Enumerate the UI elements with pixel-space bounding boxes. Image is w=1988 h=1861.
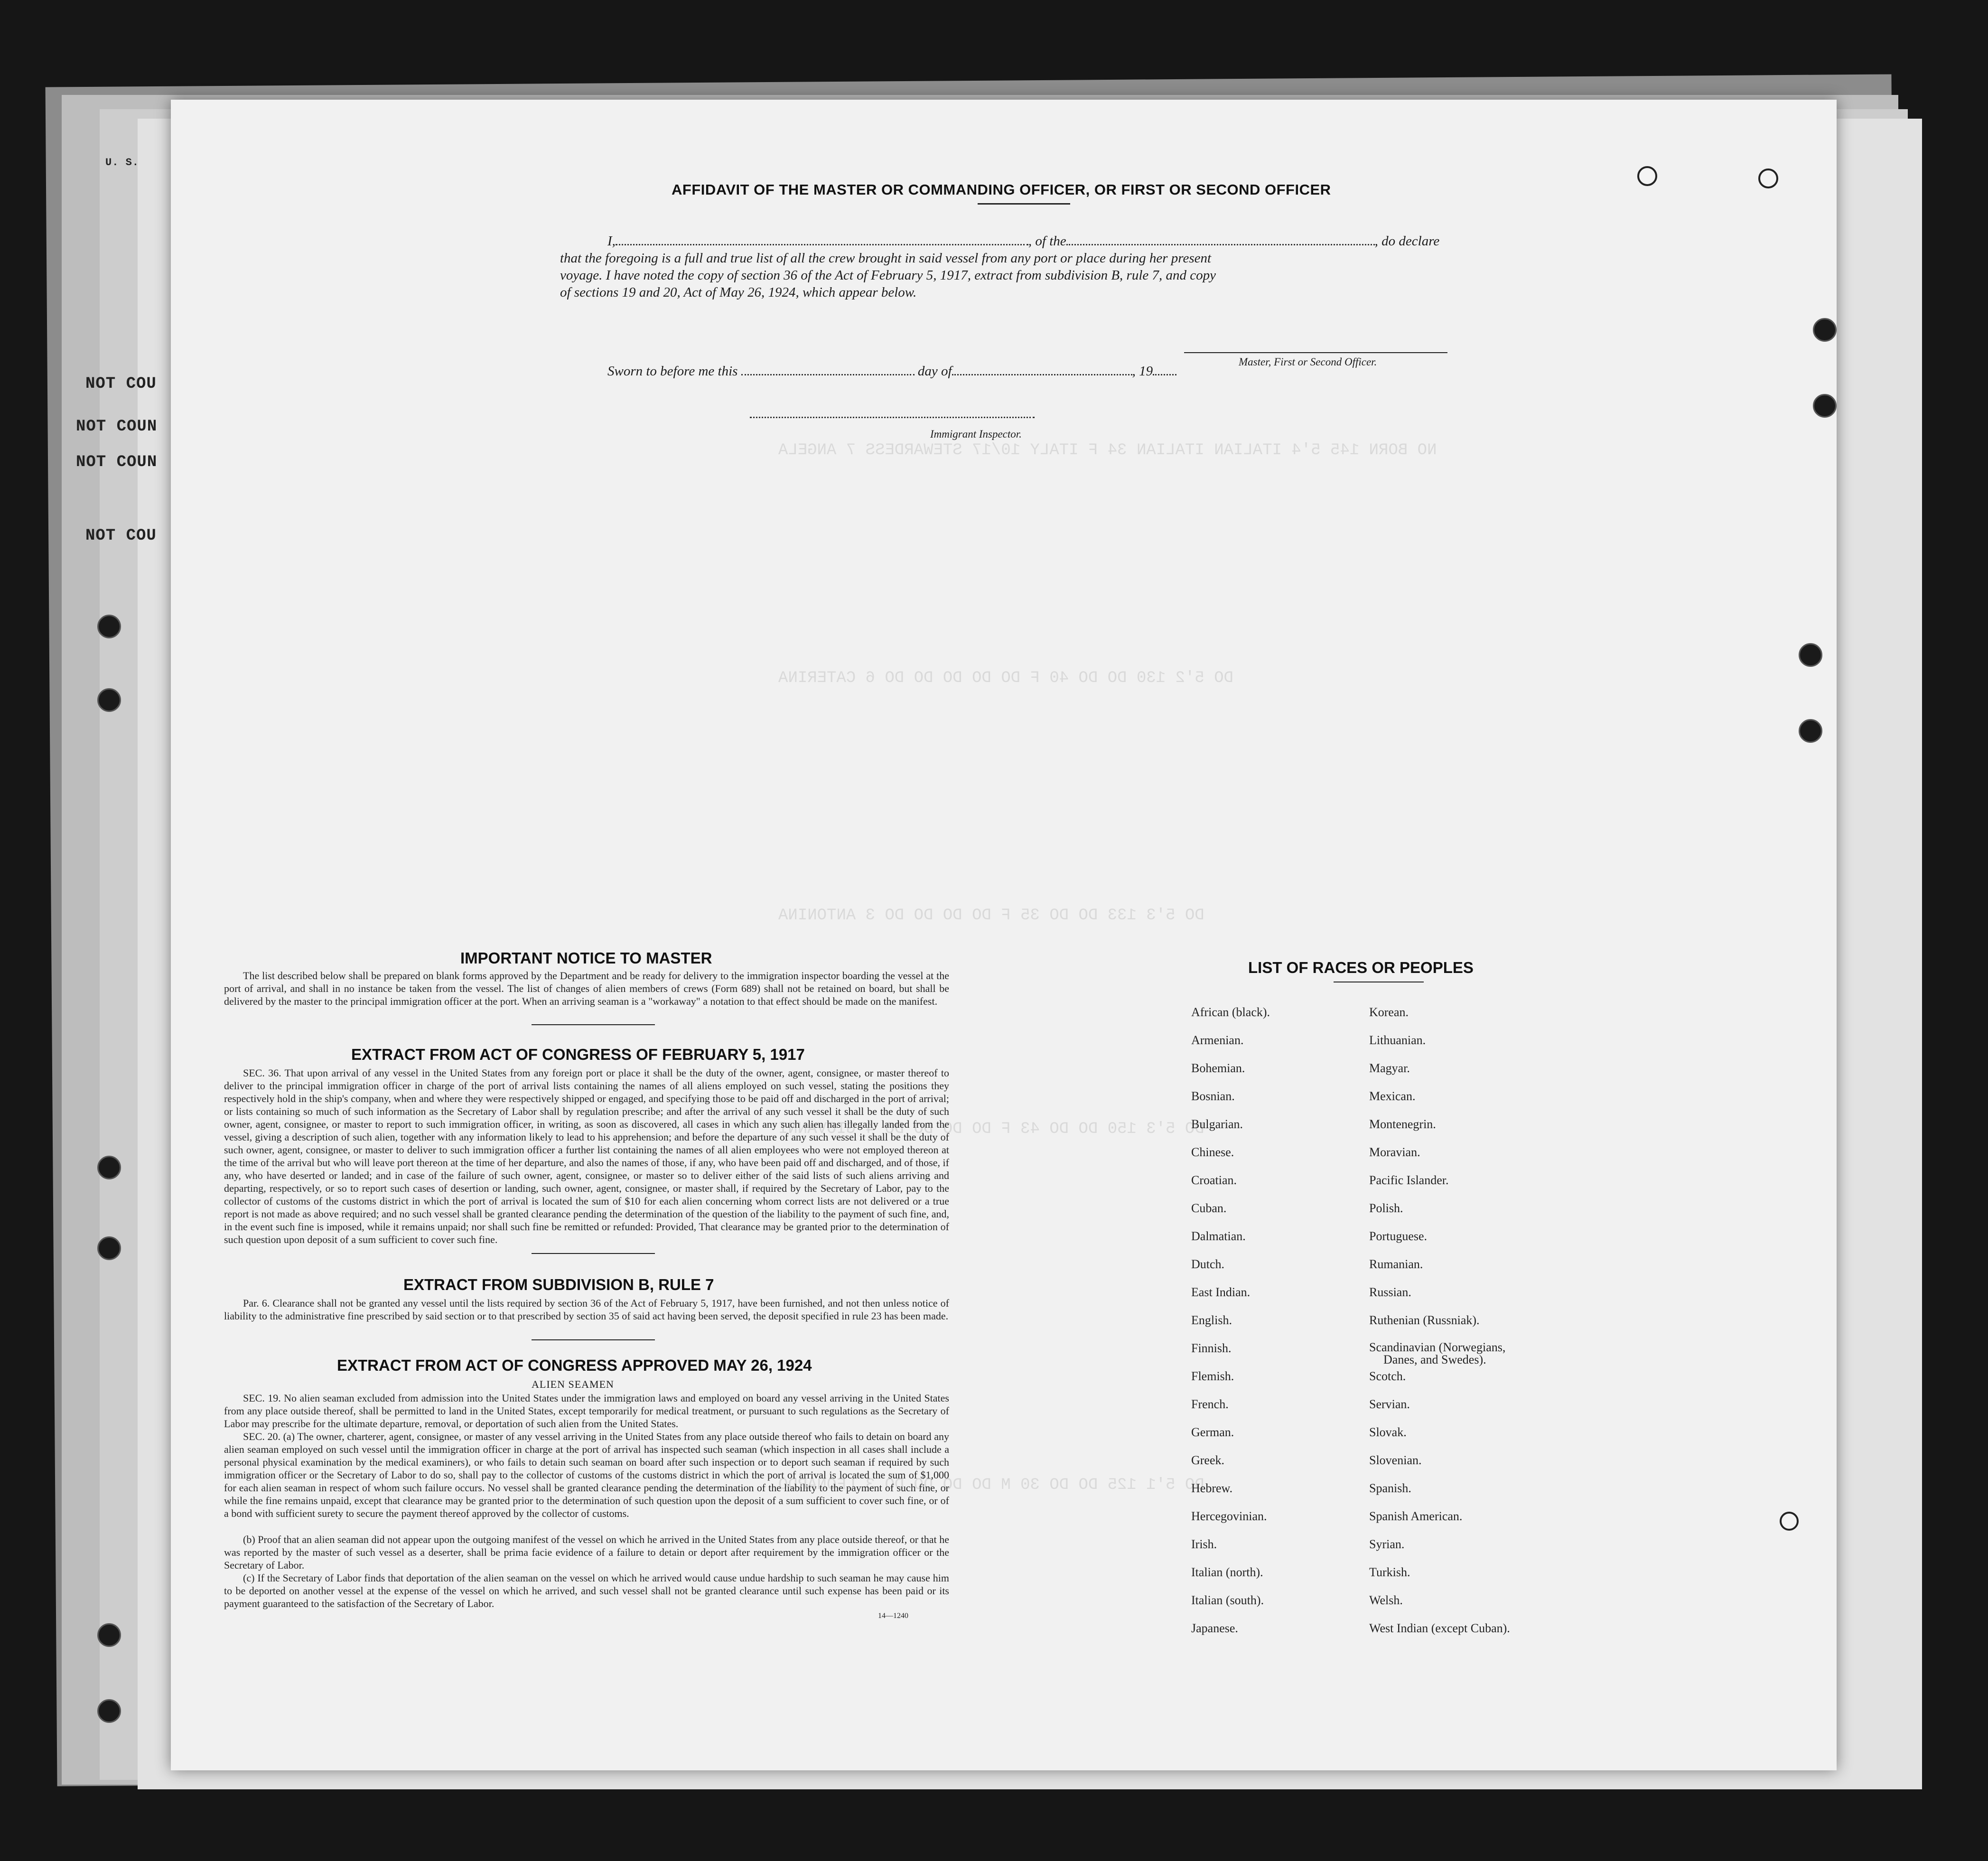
race-item: English. xyxy=(1191,1313,1232,1327)
section-rule xyxy=(532,1339,655,1340)
extract-1917-text: SEC. 36. That upon arrival of any vessel in the United States from any foreign port or place it shall be the duty of the owner, agent, consignee, or master thereof to deliver to the principal immigration officer in charge of the port of arrival lists containing the names of all aliens employed on such vessel, stating the positions they respectively hold in the ship's company, when and where they were respectively shipped or engaged, and specifying those to be paid off and discharged in the port of arrival; or lists containing so much of such information as the Secretary of Labor shall by regulation prescribe; and after the arrival of any such vessel it shall be the duty of such owner, agent, consignee, or master to report to such immigration officer, in writing, as soon as discovered, all cases in which any such alien has illegally landed from the vessel, giving a description of such alien, together with any information likely to lead to his apprehension; and before the departure of any such vessel it shall be the duty of such owner, agent, consignee, or master to deliver to such immigration officer a further list containing the names of all alien employees who were not employed thereon at the time of the arrival but who will leave port thereon at the time of her departure, and also the names of those, if any, who have been paid off and discharged, and of those, if any, who have deserted or landed; and in case of the failure of such owner, agent, consignee, or master so to deliver either of the said lists of such aliens arriving and departing, respectively, or so to report such cases of desertion or landing, such owner, agent, consignee, or master shall, if required by the Secretary of Labor, pay to the collector of customs of the customs district in which the port of arrival is located the sum of $10 for each alien concerning whom correct lists are not delivered or a true report is not made as above required; and no such vessel shall be granted clearance pending the determination of the question of the liability to the payment of such fine, and, in the event such fine is imposed, while it remains unpaid; nor shall such fine be remitted or refunded: Provided, That clearance may be granted prior to the determination of such question upon deposit of a sum sufficient to cover such fine. xyxy=(224,1067,949,1245)
affidavit-pronoun: I, xyxy=(607,234,616,249)
race-item: Spanish American. xyxy=(1369,1509,1463,1523)
race-item: Polish. xyxy=(1369,1201,1403,1215)
race-item: Korean. xyxy=(1369,1005,1409,1019)
not-counted-stamp: NOT COU xyxy=(85,375,157,393)
race-item: Portuguese. xyxy=(1369,1229,1428,1243)
section-rule xyxy=(532,1253,655,1254)
affidavit-line-4: of sections 19 and 20, Act of May 26, 1924, which appear below. xyxy=(560,285,917,300)
affidavit-line-3: voyage. I have noted the copy of section 36 of the Act of February 5, 1917, extract from subdivision B, rule 7, and copy xyxy=(560,268,1216,283)
race-item: Hercegovinian. xyxy=(1191,1509,1267,1523)
race-item: German. xyxy=(1191,1425,1234,1439)
race-item: Armenian. xyxy=(1191,1033,1244,1047)
of-the-label: , of the xyxy=(1028,234,1066,249)
section-20b-text: (b) Proof that an alien seaman did not appear upon the outgoing manifest of the vessel on which he arrived in the United States from any place outside thereof, or that he was reported by the master of such vessel as a deserter, shall be prima facie evidence of a failure to detain or deport after requirement by the immigration officer or the Secretary of Labor. xyxy=(224,1534,949,1571)
month-blank[interactable] xyxy=(952,374,1132,375)
race-item: Chinese. xyxy=(1191,1145,1234,1159)
race-item: Bulgarian. xyxy=(1191,1117,1243,1131)
race-item: Slovenian. xyxy=(1369,1453,1422,1467)
alien-seamen-subtitle: ALIEN SEAMEN xyxy=(532,1378,614,1390)
year-label: , 19 xyxy=(1132,364,1153,379)
bleed-through: DO 5'3 150 DO DO 43 F DO DO DO DO 4 GIOVANNI xyxy=(778,1120,1204,1138)
vessel-blank[interactable] xyxy=(1066,244,1375,245)
section-19-text: SEC. 19. No alien seaman excluded from admission into the United States under the immigration laws and employed on board any vessel arriving in the United States from any place outside thereof, shall be permitted to land in the United States, except temporarily for medical treatment, or pursuant to such regulations as the Secretary of Labor may prescribe for the ultimate departure, removal, or deportation of such alien from the United States. xyxy=(224,1392,949,1430)
extract-rule7-title: EXTRACT FROM SUBDIVISION B, RULE 7 xyxy=(403,1276,714,1293)
not-counted-stamp: NOT COUN xyxy=(76,453,158,471)
notice-text: The list described below shall be prepared on blank forms approved by the Department and be ready for delivery to the immigration inspector boarding the vessel at the port of arrival, and shall in no instance be taken from the vessel. The list of changes of alien members of crews (Form 689) shall not be retained on board, but shall be delivered by the master to the principal immigration officer at the port. When an arriving seaman is a "workaway" a notation to that effect should be made on the manifest. xyxy=(224,970,949,1007)
punch-hole xyxy=(97,1623,121,1647)
punch-hole xyxy=(1758,168,1778,188)
race-item: East Indian. xyxy=(1191,1285,1251,1299)
race-item: Hebrew. xyxy=(1191,1481,1233,1495)
section-20c-text: (c) If the Secretary of Labor finds that deportation of the alien seaman on the vessel on which he arrived would cause undue hardship to such seaman he may cause him to be deported on another vessel at the expense of the vessel on which he arrived, and such vessel shall not be granted clearance until such expense has been paid or its payment guaranteed to the satisfaction of the Secretary of Labor. xyxy=(224,1572,949,1609)
section-20a-text: SEC. 20. (a) The owner, charterer, agent, consignee, or master of any vessel arriving in the United States from any place outside thereof who fails to detain on board any alien seaman employed on such vessel until the immigration officer in charge at the port of arrival has inspected such seaman (which inspection in all cases shall include a personal physical examination by the medical examiners), or who fails to detain such seaman on board after such inspection or to deport such seaman if required by such immigration officer or the Secretary of Labor to do so, shall pay to the collector of customs of the customs district in which the port of arrival is located the sum of $1,000 for each alien seaman in respect of whom such failure occurs. No vessel shall be granted clearance pending the determination of the liability to the payment of such fine, or while the fine remains unpaid, except that clearance may be granted prior to the determination of such question upon the deposit of a sum sufficient to cover such fine, or of a bond with sufficient surety to secure the payment thereof approved by the collector of customs. xyxy=(224,1431,949,1519)
races-title: LIST OF RACES OR PEOPLES xyxy=(1248,959,1474,976)
race-item: Rumanian. xyxy=(1369,1257,1423,1271)
bleed-through: DO 5'2 130 DO DO 40 F DO DO DO DO DO 6 CATERINA xyxy=(778,669,1233,687)
race-item-line: Danes, and Swedes). xyxy=(1383,1353,1486,1366)
race-item: Italian (north). xyxy=(1191,1565,1263,1579)
day-of-label: day of xyxy=(917,364,952,379)
race-item: Pacific Islander. xyxy=(1369,1173,1449,1187)
form-page xyxy=(171,100,1837,1770)
sworn-prefix: Sworn to before me this xyxy=(607,364,738,379)
race-item: Japanese. xyxy=(1191,1621,1238,1635)
form-number: 14—1240 xyxy=(878,1612,908,1620)
races-column-1 xyxy=(1191,1005,1270,1649)
affidavit-line-1 xyxy=(607,234,1439,249)
punch-hole xyxy=(97,1236,121,1260)
race-item: French. xyxy=(1191,1397,1229,1411)
race-item: Ruthenian (Russniak). xyxy=(1369,1313,1480,1327)
notice-title: IMPORTANT NOTICE TO MASTER xyxy=(460,949,712,967)
extract-1924-title: EXTRACT FROM ACT OF CONGRESS APPROVED MAY 26, 1924 xyxy=(337,1356,812,1374)
race-item: Croatian. xyxy=(1191,1173,1237,1187)
race-item: Montenegrin. xyxy=(1369,1117,1436,1131)
master-signature-label: Master, First or Second Officer. xyxy=(1239,356,1377,368)
affidavit-line-2: that the foregoing is a full and true list of all the crew brought in said vessel from any port or place during her present xyxy=(560,251,1212,266)
race-item: Dalmatian. xyxy=(1191,1229,1246,1243)
race-item xyxy=(1369,1341,1510,1369)
race-item: Servian. xyxy=(1369,1397,1410,1411)
race-item: Finnish. xyxy=(1191,1341,1232,1355)
inspector-signature-label: Immigrant Inspector. xyxy=(930,428,1022,440)
punch-hole xyxy=(1813,318,1837,342)
punch-hole xyxy=(1799,719,1822,743)
extract-rule7-text: Par. 6. Clearance shall not be granted any vessel until the lists required by section 36 of the Act of February 5, 1917, have been furnished, and not then unless notice of liability to the administrative fine prescribed by said section or to that prescribed by section 35 of said act having been served, the deposit specified in rule 23 has been made. xyxy=(224,1297,949,1322)
race-item: Flemish. xyxy=(1191,1369,1234,1383)
bleed-through: NO BORN 145 5'4 ITALIAN ITALIAN 34 F ITALY 10/17 STEWARDESS 7 ANGELA xyxy=(778,441,1437,459)
extract-1917-title: EXTRACT FROM ACT OF CONGRESS OF FEBRUARY 5, 1917 xyxy=(351,1046,805,1063)
race-item: Italian (south). xyxy=(1191,1593,1264,1607)
race-item: Bohemian. xyxy=(1191,1061,1245,1075)
race-item-line: Scandinavian (Norwegians, xyxy=(1369,1340,1506,1354)
races-column-2 xyxy=(1369,1005,1510,1649)
race-item: Welsh. xyxy=(1369,1593,1403,1607)
inspector-signature-line[interactable] xyxy=(750,417,1035,418)
punch-hole xyxy=(1637,166,1657,186)
punch-hole xyxy=(97,1156,121,1179)
race-item: West Indian (except Cuban). xyxy=(1369,1621,1510,1635)
year-blank[interactable] xyxy=(1153,374,1176,375)
race-item: Bosnian. xyxy=(1191,1089,1235,1103)
affidavit-title: AFFIDAVIT OF THE MASTER OR COMMANDING OFFICER, OR FIRST OR SECOND OFFICER xyxy=(672,181,1331,198)
race-item: Russian. xyxy=(1369,1285,1411,1299)
day-blank[interactable] xyxy=(741,374,915,375)
race-item: Magyar. xyxy=(1369,1061,1410,1075)
punch-hole xyxy=(97,688,121,712)
race-item: Slovak. xyxy=(1369,1425,1407,1439)
race-item: Greek. xyxy=(1191,1453,1225,1467)
name-blank[interactable] xyxy=(616,244,1028,245)
race-item: Cuban. xyxy=(1191,1201,1227,1215)
punch-hole xyxy=(1799,643,1822,667)
section-rule xyxy=(532,1024,655,1025)
race-item: Dutch. xyxy=(1191,1257,1225,1271)
race-item: African (black). xyxy=(1191,1005,1270,1019)
punch-hole xyxy=(1780,1512,1799,1531)
master-signature-line[interactable] xyxy=(1184,352,1447,353)
race-item: Scotch. xyxy=(1369,1369,1406,1383)
bleed-through: DO 5'3 133 DO DO 35 F DO DO DO DO 3 ANTONINA xyxy=(778,907,1204,925)
race-item: Moravian. xyxy=(1369,1145,1420,1159)
punch-hole xyxy=(97,615,121,638)
race-item: Syrian. xyxy=(1369,1537,1405,1551)
race-item: Lithuanian. xyxy=(1369,1033,1426,1047)
race-item: Turkish. xyxy=(1369,1565,1410,1579)
race-item: Mexican. xyxy=(1369,1089,1416,1103)
race-item: Spanish. xyxy=(1369,1481,1411,1495)
margin-header: U. S. xyxy=(105,157,140,168)
declare-label: , do declare xyxy=(1374,234,1440,249)
sworn-line xyxy=(607,364,1176,379)
race-item: Irish. xyxy=(1191,1537,1217,1551)
punch-hole xyxy=(97,1699,121,1723)
punch-hole xyxy=(1813,394,1837,418)
bleed-through: DO 5'1 125 DO DO 30 M DO DO DO DO 3 LEONARDO xyxy=(778,1476,1204,1494)
not-counted-stamp: NOT COUN xyxy=(76,418,158,436)
not-counted-stamp: NOT COU xyxy=(85,527,157,545)
title-rule xyxy=(978,203,1070,205)
